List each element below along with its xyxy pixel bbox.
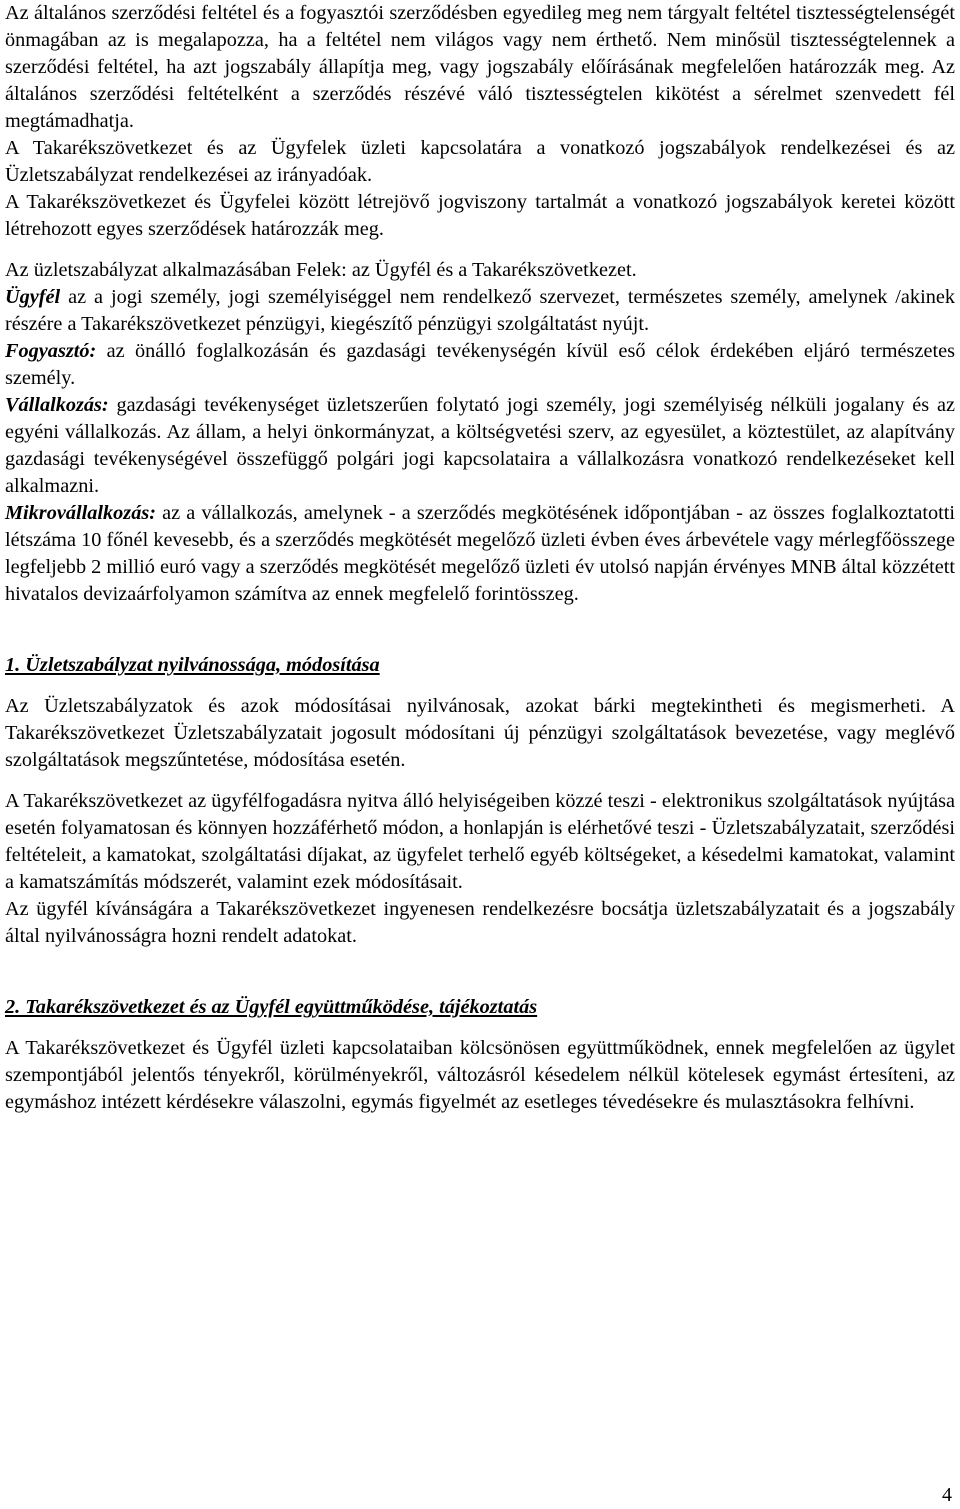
spacer xyxy=(5,243,955,257)
intro-paragraph-applicable-law: A Takarékszövetkezet és az Ügyfelek üzleti kapcsolatára a vonatkozó jogszabályok rendelkezései és az Üzletszabályzat rendelkezései az irányadóak. xyxy=(5,137,955,186)
definition-ugyfel xyxy=(5,284,955,338)
definition-term: Vállalkozás: xyxy=(5,394,109,416)
section-1-paragraph-free-copy: Az ügyfél kívánságára a Takarékszövetkezet ingyenesen rendelkezésre bocsátja üzletszabályzatait és a jogszabály által nyilvánosságra hozni rendelt adatokat. xyxy=(5,898,955,947)
section-1-paragraph-publication: A Takarékszövetkezet az ügyfélfogadásra nyitva álló helyiségeiben közzé teszi - elektronikus szolgáltatások nyújtása esetén folyamatosan és könnyen hozzáférhető módon, a honlapján is elérhetővé teszi - Üzletszabályzatait, szerződési feltételeit, a kamatokat, szolgáltatási díjakat, az ügyfelet terhelő egyéb költségeket, a késedelmi kamatokat, valamint a kamatszámítás módszerét, valamint ezek módosításait. xyxy=(5,790,955,893)
document-page xyxy=(5,0,955,1116)
section-1-paragraph-public: Az Üzletszabályzatok és azok módosításai nyilvánosak, azokat bárki megtekintheti és megismerheti. A Takarékszövetkezet Üzletszabályzatait jogosult módosítani új pénzügyi szolgáltatások bevezetése, vagy meglévő szolgáltatások megszűntetése, módosítása esetén. xyxy=(5,695,955,771)
spacer xyxy=(5,774,955,788)
intro-paragraph-unfair-terms: Az általános szerződési feltétel és a fogyasztói szerződésben egyedileg meg nem tárgyalt feltétel tisztességtelenségét önmagában az is megalapozza, ha a feltétel nem világos vagy nem érthető. Nem minősül tisztességtelennek a szerződési feltétel, ha azt jogszabály állapítja meg, vagy jogszabály előírásának megfelelően határozzák meg. Az általános szerződési feltételként a szerződés részévé váló tisztességtelen kikötést a sérelmet szenvedett fél megtámadhatja. xyxy=(5,2,955,132)
definition-term: Ügyfél xyxy=(5,286,61,308)
section-1-heading: 1. Üzletszabályzat nyilvánossága, módosítása xyxy=(5,654,380,676)
spacer xyxy=(5,950,955,994)
definition-text: az önálló foglalkozásán és gazdasági tevékenységén kívül eső célok érdekében eljáró természetes személy. xyxy=(5,340,955,389)
definition-text: az a vállalkozás, amelynek - a szerződés megkötésének időpontjában - az összes foglalkoztatotti létszáma 10 főnél kevesebb, és a szerződés megkötését megelőző üzleti évben éves árbevétele vagy mérlegfőösszege legfeljebb 2 millió euró vagy a szerződés megkötését megelőző üzleti év utolsó napján érvényes MNB által közzétett hivatalos devizaárfolyamon számítva az ennek megfelelő forintösszeg. xyxy=(5,502,955,605)
definition-text: gazdasági tevékenységet üzletszerűen folytató jogi személy, jogi személyiség nélküli jogalany és az egyéni vállalkozás. Az állam, a helyi önkormányzat, a költségvetési szerv, az egyesület, a köztestület, az alapítvány gazdasági tevékenységével összefüggő polgári jogi kapcsolataira a vállalkozásra vonatkozó rendelkezéseket kell alkalmazni. xyxy=(5,394,955,497)
section-2-heading: 2. Takarékszövetkezet és az Ügyfél együttműködése, tájékoztatás xyxy=(5,996,538,1018)
definition-term: Mikrovállalkozás: xyxy=(5,502,156,524)
intro-paragraph-legal-relationship: A Takarékszövetkezet és Ügyfelei között létrejövő jogviszony tartalmát a vonatkozó jogszabályok keretei között létrehozott egyes szerződések határozzák meg. xyxy=(5,191,955,240)
definition-vallalkozas xyxy=(5,392,955,500)
definition-text: az a jogi személy, jogi személyiséggel nem rendelkező szervezet, természetes személy, amelynek /akinek részére a Takarékszövetkezet pénzügyi, kiegészítő pénzügyi szolgáltatást nyújt. xyxy=(5,286,955,335)
section-2-paragraph-cooperation: A Takarékszövetkezet és Ügyfél üzleti kapcsolataiban kölcsönösen együttműködnek, ennek megfelelően az ügylet szempontjából jelentős tényekről, körülményekről, változásról késedelem nélkül kötelesek egymást értesíteni, az egymáshoz intézett kérdésekre válaszolni, egymás figyelmét az esetleges tévedésekre és mulasztásokra felhívni. xyxy=(5,1037,955,1113)
spacer xyxy=(5,1021,955,1035)
definition-fogyaszto xyxy=(5,338,955,392)
definition-term: Fogyasztó: xyxy=(5,340,97,362)
page-number: 4 xyxy=(942,1484,952,1506)
definition-mikrovallalkozas xyxy=(5,500,955,608)
definitions-lead: Az üzletszabályzat alkalmazásában Felek: az Ügyfél és a Takarékszövetkezet. xyxy=(5,259,637,281)
spacer xyxy=(5,608,955,652)
spacer xyxy=(5,679,955,693)
